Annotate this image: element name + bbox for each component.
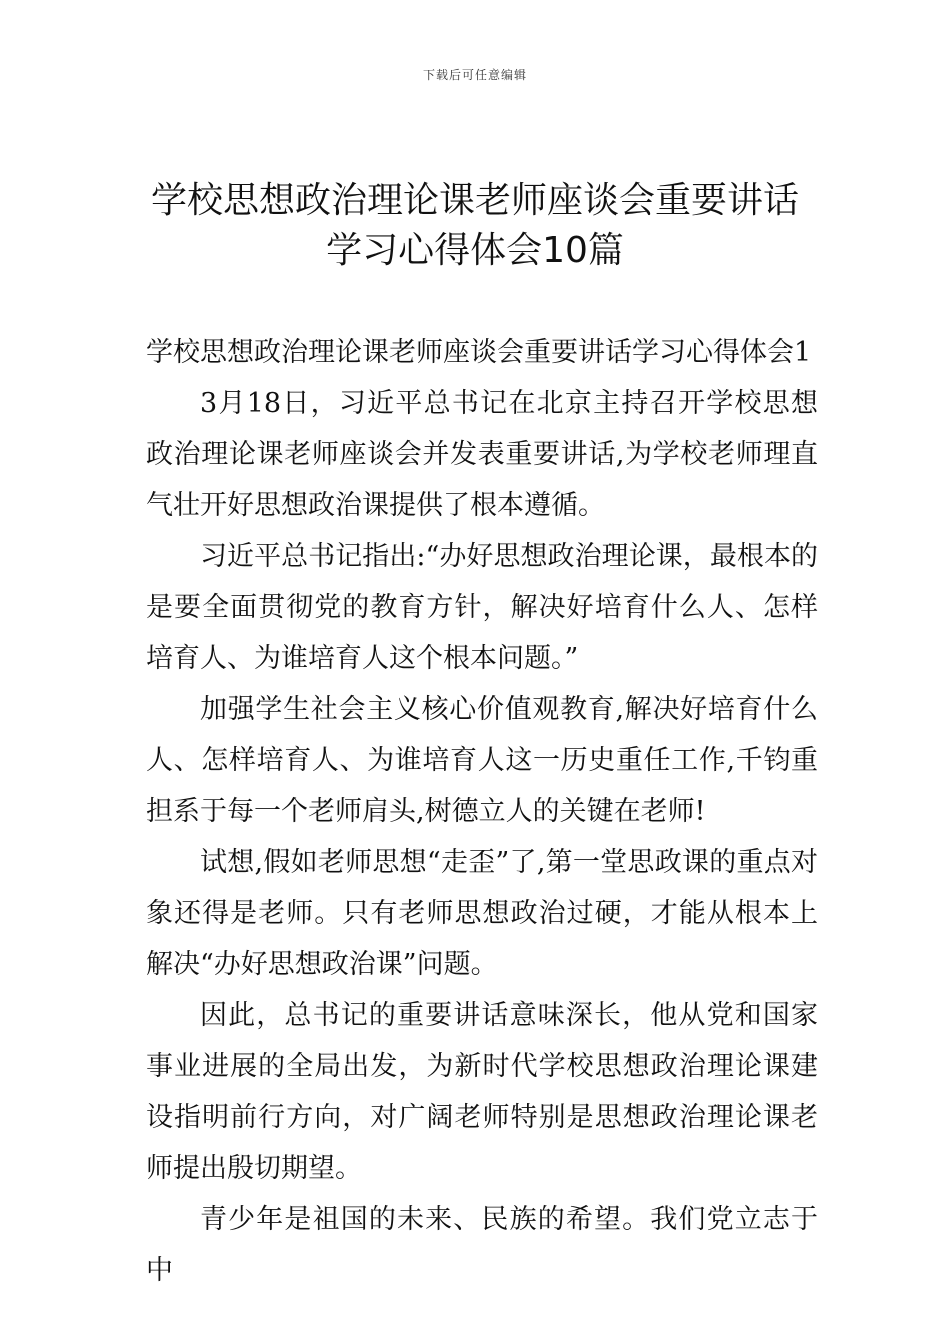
document-title <box>100 176 850 276</box>
document-body <box>146 327 818 1296</box>
paragraph: 青少年是祖国的未来、民族的希望。我们党立志于中 <box>146 1204 818 1286</box>
paragraph: 试想,假如老师思想“走歪”了,第一堂思政课的重点对象还得是老师。只有老师思想政治过硬，才能从根本上解决“办好思想政治课”问题。 <box>146 847 818 980</box>
paragraph: 习近平总书记指出:“办好思想政治理论课，最根本的是要全面贯彻党的教育方针，解决好培育什么人、怎样培育人、为谁培育人这个根本问题。” <box>146 541 818 674</box>
title-line-1: 学校思想政治理论课老师座谈会重要讲话 <box>150 180 799 221</box>
paragraph: 3月18日，习近平总书记在北京主持召开学校思想政治理论课老师座谈会并发表重要讲话,为学校老师理直气壮开好思想政治课提供了根本遵循。 <box>146 388 818 521</box>
title-line-2: 学习心得体会10篇 <box>326 230 624 271</box>
header-note: 下载后可任意编辑 <box>422 68 527 82</box>
section-subtitle: 学校思想政治理论课老师座谈会重要讲话学习心得体会1 <box>146 337 812 368</box>
paragraph: 加强学生社会主义核心价值观教育,解决好培育什么人、怎样培育人、为谁培育人这一历史重任工作,千钧重担系于每一个老师肩头,树德立人的关键在老师! <box>146 694 818 827</box>
paragraph: 因此，总书记的重要讲话意味深长，他从党和国家事业进展的全局出发，为新时代学校思想政治理论课建设指明前行方向，对广阔老师特别是思想政治理论课老师提出殷切期望。 <box>146 1000 818 1184</box>
